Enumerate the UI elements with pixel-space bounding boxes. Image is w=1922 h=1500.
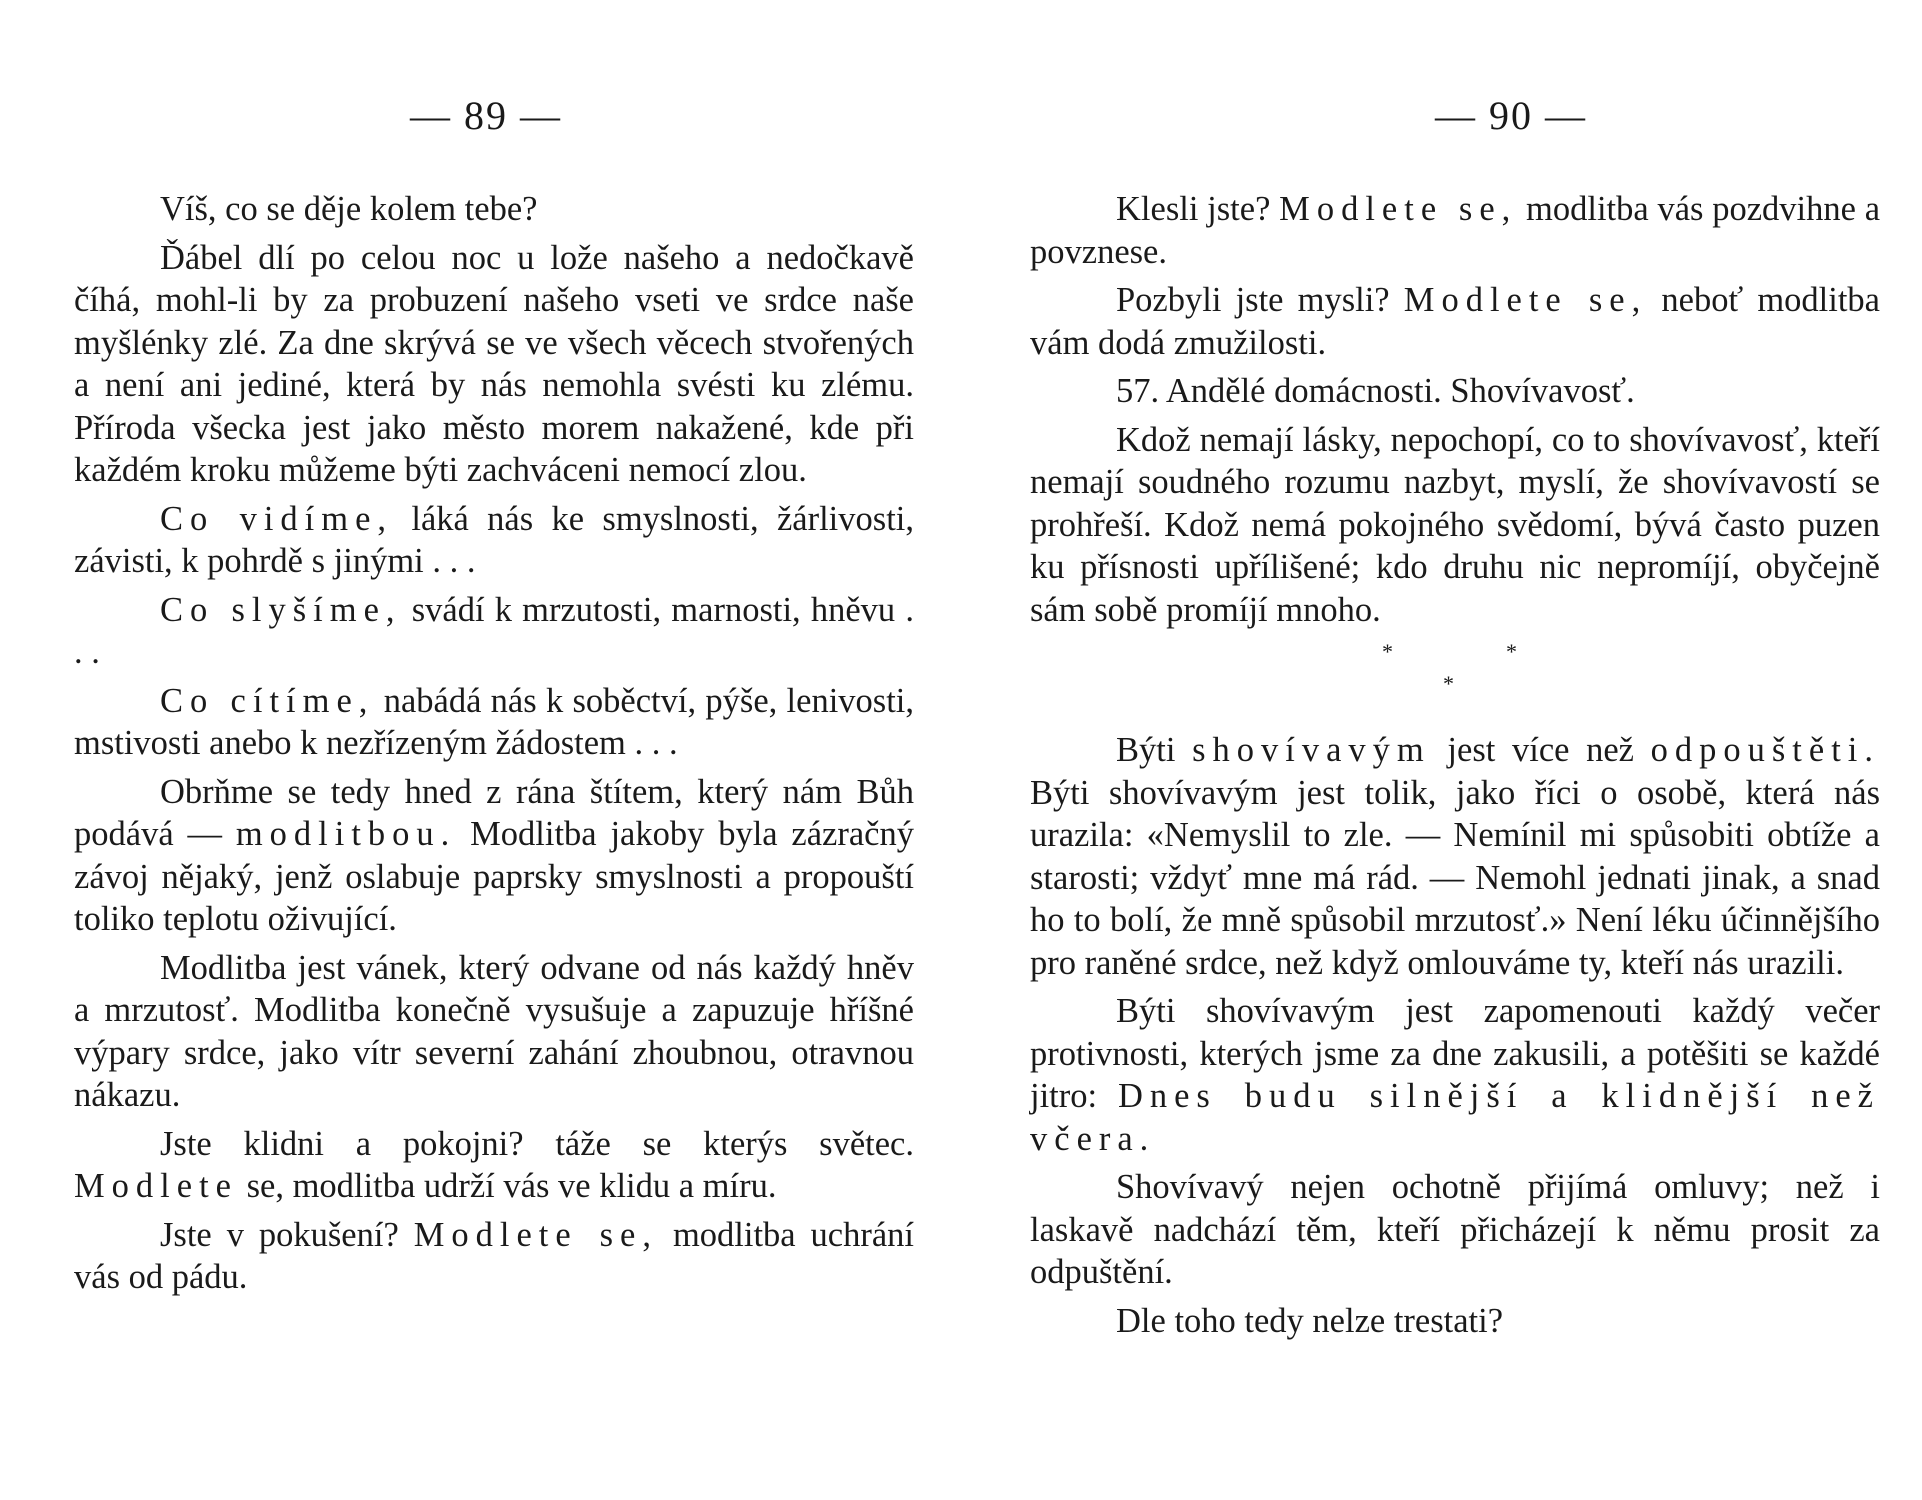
paragraph-text: nabádá nás k soběctví, pýše, lenivosti, mstivosti anebo k nezřízeným žádostem . . . xyxy=(74,681,915,762)
spaced-emphasis: Co cítíme, xyxy=(160,681,375,720)
paragraph-text: Obrňme se tedy hned z rána štítem, který nám Bůh podává — xyxy=(74,772,914,853)
paragraph-text: jest více než xyxy=(1430,731,1651,769)
paragraph-text: Jste v pokušení? xyxy=(160,1215,414,1254)
paragraph xyxy=(1030,188,1880,273)
paragraph xyxy=(74,680,914,765)
paragraph-text: neboť modlitba vám dodá zmužilosti. xyxy=(1030,281,1880,362)
page-number-90: — 90 — xyxy=(1435,93,1587,138)
paragraph-text: svádí k mrzutosti, marnosti, hněvu . . . xyxy=(74,590,914,671)
left-page-text xyxy=(74,188,914,1305)
paragraph-text: Býti xyxy=(1116,731,1193,769)
spaced-emphasis: modlitbou. xyxy=(235,815,457,853)
paragraph-text: Jste klidni a pokojni? táže se kterýs světec. xyxy=(160,1124,914,1163)
asterisk: * xyxy=(1443,671,1454,696)
paragraph-text: modlitba uchrání vás od pádu. xyxy=(74,1215,914,1296)
spaced-emphasis: Modlete se, xyxy=(1403,281,1648,319)
asterisk: * xyxy=(1506,639,1517,664)
spaced-emphasis: Modlete se, xyxy=(413,1215,658,1254)
paragraph xyxy=(74,771,914,941)
asterisk: * xyxy=(1382,639,1393,664)
paragraph xyxy=(74,1214,914,1299)
paragraph-text: Býti shovívavým jest zapomenouti každý večer protivnosti, kterých jsme za dne zakusili, a potěšiti se každé jitro: xyxy=(1030,992,1880,1115)
paragraph xyxy=(1030,990,1880,1160)
paragraph-text: se, modlitba udrží vás ve klidu a míru. xyxy=(237,1167,777,1205)
section-heading: 57. Andělé domácnosti. Shovívavosť. xyxy=(1116,372,1635,410)
paragraph: Víš, co se děje kolem tebe? xyxy=(160,190,538,228)
paragraph xyxy=(74,589,914,674)
spaced-emphasis: odpouštěti. xyxy=(1650,731,1880,769)
spaced-emphasis: Modlete xyxy=(74,1167,238,1205)
paragraph: Modlitba jest vánek, který odvane od nás každý hněv a mrzutosť. Modlitba konečně vysušuje a zapuzuje hříšné výpary srdce, jako vítr severní zahání zhoubnou, otravnou nákazu. xyxy=(74,948,914,1114)
left-page xyxy=(74,0,914,1500)
paragraph-text: Klesli jste? xyxy=(1116,190,1280,228)
page-number-89: — 89 — xyxy=(410,93,562,138)
paragraph-text: Pozbyli jste mysli? xyxy=(1116,281,1404,319)
spaced-emphasis: Modlete se, xyxy=(1279,190,1518,228)
paragraph-text: Býti shovívavým jest tolik, jako říci o osobě, která nás urazila: «Nemyslil to zle. — Nemínil mi spůsobiti obtíže a starosti; vždyť mne má rád. — Nemohl jednati jinak, a snad ho to bolí, že mně spůsobil mrzutosť.» Není léku účinnějšího pro raněné srdce, než když omlouváme ty, kteří nás urazili. xyxy=(1030,773,1880,982)
asterism-separator xyxy=(1030,637,1880,715)
spaced-emphasis: Co slyšíme, xyxy=(160,590,402,629)
paragraph: Kdož nemají lásky, nepochopí, co to shovívavosť, kteří nemají soudného rozumu nazbyt, myslí, že shovívavostí se prohřeší. Kdož nemá pokojného svědomí, bývá často puzen ku přísnosti upřílišené; kdo druhu nic nepromíjí, obyčejně sám sobě promíjí mnoho. xyxy=(1030,420,1880,629)
paragraph xyxy=(74,498,914,583)
paragraph-text: Modlitba jakoby byla zázračný závoj nějaký, jenž oslabuje paprsky smyslnosti a propouští toliko teplotu oživující. xyxy=(74,815,914,938)
spaced-emphasis: Dnes budu silnější a klidnější než včera. xyxy=(1030,1077,1880,1158)
right-page-text xyxy=(1030,188,1880,1348)
paragraph xyxy=(1030,279,1880,364)
paragraph xyxy=(1030,729,1880,984)
paragraph: Ďábel dlí po celou noc u lože našeho a nedočkavě číhá, mohl-li by za probuzení našeho vseti ve srdce naše myšlénky zlé. Za dne skrývá se ve všech věcech stvořených a není ani jediné, která by nás nemohla svésti ku zlému. Příroda všecka jest jako město morem nakažené, kde při každém kroku můžeme býti zachváceni nemocí zlou. xyxy=(74,238,914,489)
right-page xyxy=(1030,0,1880,1500)
spaced-emphasis: Co vidíme, xyxy=(160,499,394,538)
paragraph: Dle toho tedy nelze trestati? xyxy=(1116,1301,1504,1340)
spaced-emphasis: shovívavým xyxy=(1192,731,1431,769)
paragraph-text: modlitba vás pozdvihne a povznese. xyxy=(1030,190,1881,271)
paragraph-text: láká nás ke smyslnosti, žárlivosti, závisti, k pohrdě s jinými . . . xyxy=(74,499,914,580)
paragraph: Shovívavý nejen ochotně přijímá omluvy; než i laskavě nadchází těm, kteří přicházejí k němu prosit za odpuštění. xyxy=(1030,1168,1880,1291)
paragraph xyxy=(74,1123,914,1208)
